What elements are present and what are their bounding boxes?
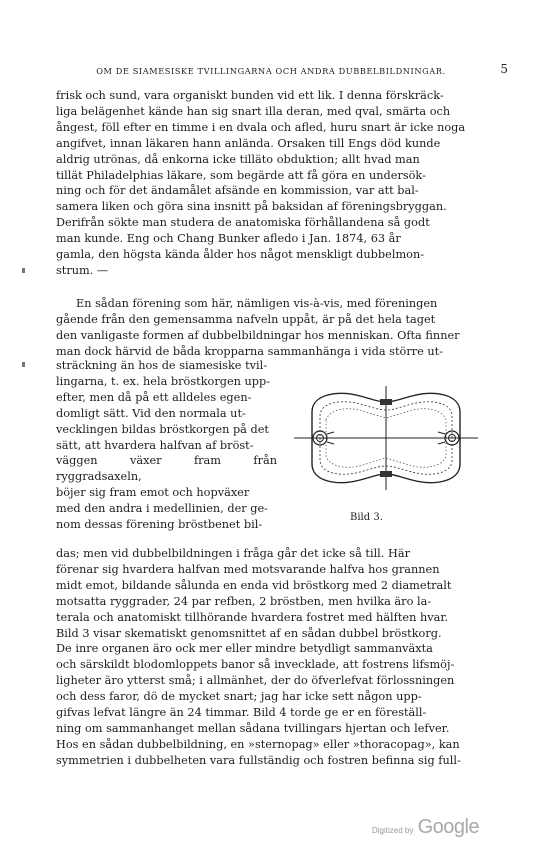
text-line: väggen växer fram från ryggradsaxeln,	[56, 454, 277, 484]
text-line: domligt sätt. Vid den normala ut-	[56, 406, 246, 420]
text-line: ning och för det ändamålet afsände en kommission, var att bal-	[56, 184, 419, 198]
text-line: efter, men då på ett alldeles egen-	[56, 390, 252, 404]
text-line: Bild 3 visar skematiskt genomsnittet af en sådan dubbel bröstkorg.	[56, 626, 442, 640]
text-line: vecklingen bildas bröstkorgen på det	[56, 422, 269, 436]
digitized-watermark	[372, 816, 479, 839]
text-line: ning om sammanhanget mellan sådana tvillingars hjertan och lefver.	[56, 721, 450, 735]
text-line: man dock härvid de båda kropparna sammanhänga i vida större ut-	[56, 344, 444, 358]
page-number: 5	[500, 62, 508, 76]
text-line: De inre organen äro ock mer eller mindre betydligt sammanväxta	[56, 642, 433, 656]
watermark-brand: Google	[417, 816, 480, 838]
text-line: gamla, den högsta kända ålder hos något menskligt dubbelmon-	[56, 248, 425, 262]
text-line: ligheter äro ytterst små; i allmänhet, der do öfverlefvat förlossningen	[56, 674, 455, 688]
text-line: symmetrien i dubbelheten vara fullständig och fostren befinna sig full-	[56, 753, 461, 767]
paragraph-2-wrapped-column	[56, 358, 277, 533]
text-line: samera liken och göra sina insnitt på baksidan af föreningsbryggan.	[56, 200, 447, 214]
text-line: med den andra i medellinien, der ge-	[56, 502, 269, 516]
text-line: strum. —	[56, 263, 109, 277]
thorax-cross-section-diagram	[290, 382, 482, 494]
text-line: En sådan förening som här, nämligen vis-à-vis, med föreningen	[76, 297, 438, 310]
text-line: Derifrån sökte man studera de anatomiska förhållandena så godt	[56, 216, 430, 230]
text-line: tillät Philadelphias läkare, som begärde att få göra en undersök-	[56, 168, 426, 182]
figure-caption: Bild 3.	[350, 512, 383, 523]
running-header: OM DE SIAMESISKE TVILLINGARNA OCH ANDRA DUBBELBILDNINGAR.	[96, 66, 446, 76]
text-line: gående från den gemensamma nafveln uppåt, är på det hela taget	[56, 312, 436, 326]
text-line: liga belägenhet kände han sig snart illa deran, med qval, smärta och	[56, 104, 451, 118]
text-line: nom dessas förening bröstbenet bil-	[56, 518, 263, 532]
paragraph-2	[56, 296, 486, 360]
text-line: och särskildt blodomloppets banor så invecklade, att fostrens lifsmöj-	[56, 658, 455, 672]
text-line: midt emot, bildande sålunda en enda vid bröstkorg med 2 diametralt	[56, 578, 452, 592]
paragraph-1	[56, 88, 486, 279]
paragraph-2-continued	[56, 546, 486, 769]
text-line: gifvas lefvat längre än 24 timmar. Bild 4 torde ge er en föreställ-	[56, 706, 427, 720]
top-sternum	[380, 399, 392, 405]
paragraph-2-wrapped	[56, 358, 277, 533]
text-line: terala och anatomiskt tillhörande hvardera fostret med hälften hvar.	[56, 610, 449, 624]
text-line: lingarna, t. ex. hela bröstkorgen upp-	[56, 374, 271, 388]
text-line: Hos en sådan dubbelbildning, en »sternopag» eller »thoracopag», kan	[56, 737, 460, 751]
text-line: sätt, att hvardera halfvan af bröst-	[56, 438, 254, 452]
text-line: böjer sig fram emot och hopväxer	[56, 486, 250, 500]
figure-bild-3	[290, 382, 482, 524]
text-line: sträckning än hos de siamesiske tvil-	[56, 359, 268, 372]
text-line: aldrig utrönas, då enkorna icke tilläto obduktion; allt hvad man	[56, 152, 420, 166]
text-line: angifvet, innan läkaren hann anlända. Orsaken till Engs död kunde	[56, 136, 441, 150]
text-line: das; men vid dubbelbildningen i fråga går det icke så till. Här	[56, 547, 410, 560]
text-line: ångest, föll efter en timme i en dvala och afled, huru snart är icke noga	[56, 120, 466, 134]
text-line: motsatta ryggrader, 24 par refben, 2 bröstben, men hvilka äro la-	[56, 594, 432, 608]
text-line: den vanligaste formen af dubbelbildningar hos menniskan. Ofta finner	[56, 328, 460, 342]
text-line: och dess faror, dö de mycket snart; jag har icke sett någon upp-	[56, 690, 422, 704]
text-line: förenar sig hvardera halfvan med motsvarande halfva hos grannen	[56, 562, 440, 576]
text-line: frisk och sund, vara organiskt bunden vid ett lik. I denna förskräck-	[56, 89, 444, 102]
margin-mark	[22, 362, 25, 367]
bottom-sternum	[380, 471, 392, 477]
margin-mark	[22, 268, 25, 273]
watermark-prefix: Digitized by	[372, 826, 414, 835]
text-line: man kunde. Eng och Chang Bunker afledo i Jan. 1874, 63 år	[56, 232, 401, 246]
